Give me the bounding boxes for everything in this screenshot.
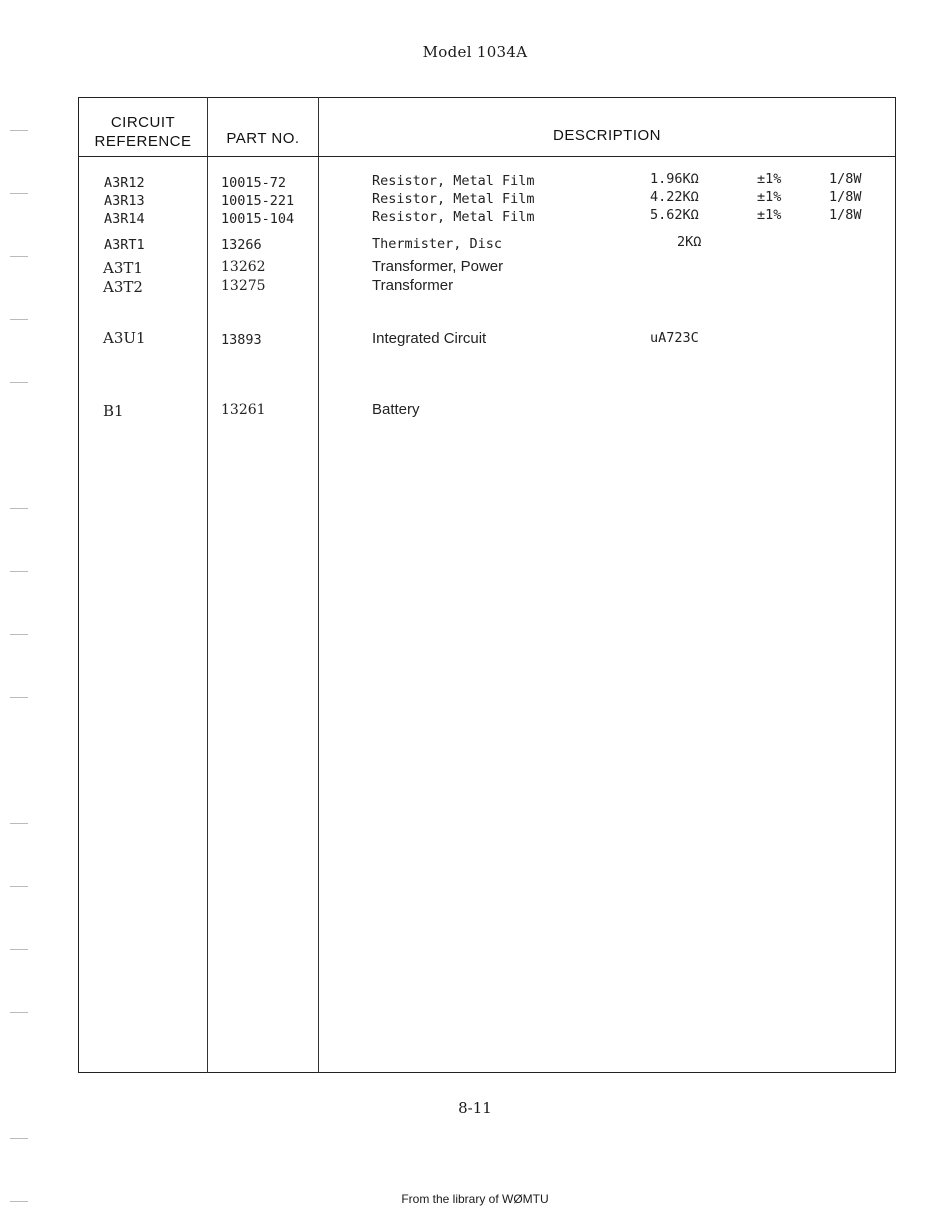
description: Battery [372, 401, 420, 418]
margin-mark [10, 697, 28, 698]
column-divider [207, 97, 208, 1073]
value: uA723C [650, 330, 699, 346]
part-number: 10015-72 [221, 175, 287, 191]
circuit-reference: A3R13 [104, 193, 145, 209]
page-title: Model 1034A [422, 43, 528, 61]
part-number: 10015-104 [221, 211, 295, 227]
margin-mark [10, 571, 28, 572]
part-number: 13893 [221, 332, 262, 348]
margin-mark [10, 382, 28, 383]
circuit-reference: A3RT1 [104, 237, 145, 253]
value: 5.62KΩ [650, 207, 699, 223]
description: Integrated Circuit [372, 330, 487, 347]
description: Thermister, Disc [372, 236, 503, 252]
value: 4.22KΩ [650, 189, 699, 205]
column-header-part-no: PART NO. [226, 130, 300, 147]
margin-mark [10, 823, 28, 824]
value: 2KΩ [677, 234, 702, 250]
power-rating: 1/8W [829, 171, 862, 187]
part-number: 10015-221 [221, 193, 295, 209]
margin-mark [10, 256, 28, 257]
margin-mark [10, 1012, 28, 1013]
margin-mark [10, 886, 28, 887]
tolerance: ±1% [757, 171, 782, 187]
column-header-description: DESCRIPTION [552, 127, 661, 144]
column-divider [318, 97, 319, 1073]
column-header-circuit-reference: CIRCUIT REFERENCE [94, 114, 192, 150]
circuit-reference: A3R12 [104, 175, 145, 191]
power-rating: 1/8W [829, 189, 862, 205]
margin-mark [10, 1138, 28, 1139]
circuit-reference: B1 [103, 402, 124, 420]
margin-mark [10, 319, 28, 320]
margin-mark [10, 130, 28, 131]
description: Resistor, Metal Film [372, 173, 535, 189]
power-rating: 1/8W [829, 207, 862, 223]
tolerance: ±1% [757, 207, 782, 223]
value: 1.96KΩ [650, 171, 699, 187]
part-number: 13275 [221, 278, 266, 294]
description: Transformer, Power [372, 258, 504, 275]
description: Resistor, Metal Film [372, 209, 535, 225]
circuit-reference: A3U1 [103, 329, 146, 347]
margin-mark [10, 193, 28, 194]
tolerance: ±1% [757, 189, 782, 205]
header-divider [78, 156, 896, 157]
page-number: 8-11 [458, 1099, 492, 1117]
margin-mark [10, 949, 28, 950]
description: Resistor, Metal Film [372, 191, 535, 207]
description: Transformer [372, 277, 454, 294]
margin-mark [10, 634, 28, 635]
circuit-reference: A3R14 [104, 211, 145, 227]
circuit-reference: A3T2 [103, 278, 143, 296]
part-number: 13266 [221, 237, 262, 253]
part-number: 13261 [221, 402, 266, 418]
part-number: 13262 [221, 259, 266, 275]
margin-mark [10, 508, 28, 509]
circuit-reference: A3T1 [103, 259, 143, 277]
library-attribution: From the library of WØMTU [401, 1192, 549, 1206]
